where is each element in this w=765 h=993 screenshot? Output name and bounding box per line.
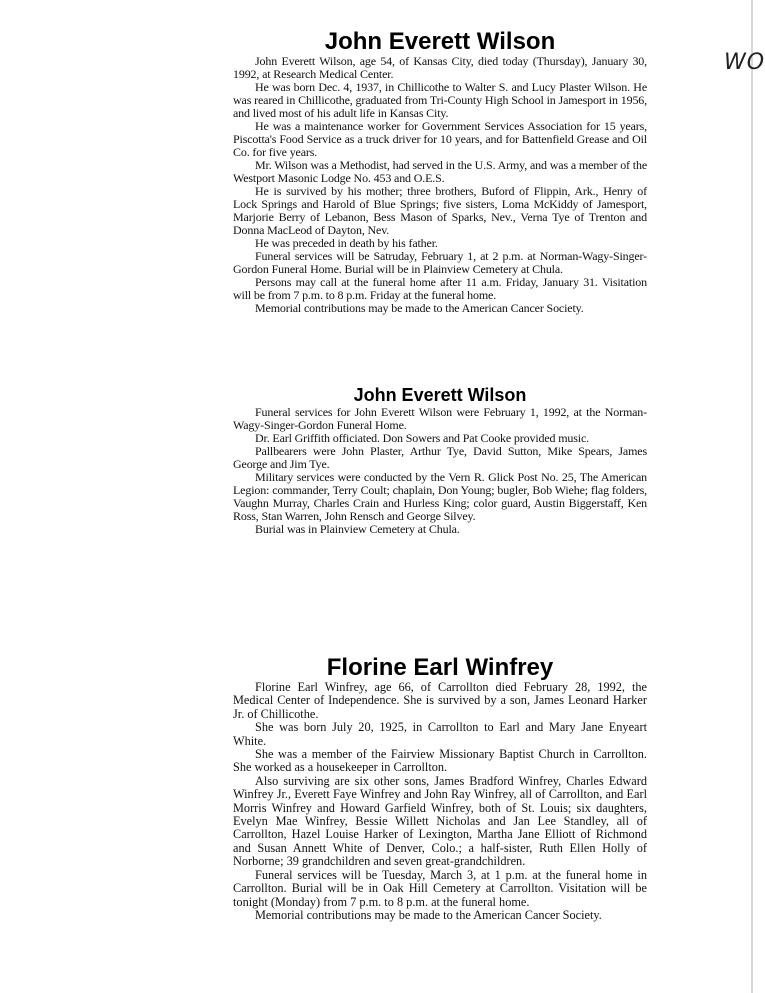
- article-paragraph: She was born July 20, 1925, in Carrollton to Earl and Mary Jane Enyeart White.: [233, 720, 647, 748]
- article-paragraph: Pallbearers were John Plaster, Arthur Tye, David Sutton, Mike Spears, James George and Jim Tye.: [233, 444, 647, 471]
- article-paragraph: Dr. Earl Griffith officiated. Don Sowers and Pat Cooke provided music.: [255, 431, 589, 445]
- article-paragraph: He is survived by his mother; three brothers, Buford of Flippin, Ark., Henry of Lock Springs and Harold of Blue Springs; five sisters, Loma McKiddy of Jamesport, Marjorie Berry of Lebanon, Bess Mason of Sparks, Nev., Verna Tye of Trenton and Donna MacLeod of Dayton, Nev.: [233, 184, 647, 237]
- article-paragraph: Memorial contributions may be made to the American Cancer Society.: [255, 301, 584, 315]
- article-paragraph: She was a member of the Fairview Missionary Baptist Church in Carrollton. She worked as a housekeeper in Carrollton.: [233, 747, 647, 775]
- article-paragraph: Persons may call at the funeral home after 11 a.m. Friday, January 31. Visitation will be from 7 p.m. to 8 p.m. Friday at the funeral home.: [233, 275, 647, 302]
- funeral-notice-john-everett-wilson: [233, 384, 647, 536]
- article-paragraph: Funeral services will be Satruday, February 1, at 2 p.m. at Norman-Wagy-Singer-Gordon Funeral Home. Burial will be in Plainview Cemetery at Chula.: [233, 249, 647, 276]
- obituary-john-everett-wilson: [233, 28, 647, 315]
- scan-edge-line: [751, 0, 753, 993]
- article-paragraph: He was a maintenance worker for Government Services Association for 15 years, Piscotta's Food Service as a truck driver for 10 years, and for Battenfield Grease and Oil Co. for five years.: [233, 119, 647, 159]
- obituary-florine-earl-winfrey: [233, 654, 647, 922]
- article-paragraph: Florine Earl Winfrey, age 66, of Carrollton died February 28, 1992, the Medical Center of Independence. She is survived by a son, James Leonard Harker Jr. of Chillicothe.: [233, 680, 647, 721]
- article-paragraph: He was born Dec. 4, 1937, in Chillicothe to Walter S. and Lucy Plaster Wilson. He was reared in Chillicothe, graduated from Tri-County High School in Jamesport in 1956, and lived most of his adult life in Kansas City.: [233, 80, 647, 120]
- article-paragraph: Funeral services for John Everett Wilson were February 1, 1992, at the Norman-Wagy-Singer-Gordon Funeral Home.: [233, 405, 647, 432]
- article-paragraph: Funeral services will be Tuesday, March 3, at 1 p.m. at the funeral home in Carrollton. Burial will be in Oak Hill Cemetery at Carrollton. Visitation will be tonight (Monday) from 7 p.m. to 8 p.m. at the funeral home.: [233, 867, 647, 909]
- article-headline: John Everett Wilson: [324, 28, 556, 55]
- article-headline: John Everett Wilson: [353, 385, 527, 405]
- article-paragraph: Mr. Wilson was a Methodist, had served in the U.S. Army, and was a member of the Westport Masonic Lodge No. 453 and O.E.S.: [233, 158, 647, 185]
- article-paragraph: Also surviving are six other sons, James Bradford Winfrey, Charles Edward Winfrey Jr., Everett Faye Winfrey and John Ray Winfrey, all of Carrollton, and Earl Morris Winfrey and Howard Garfield Winfrey, both of St. Louis; six daughters, Evelyn Mae Winfrey, Bessie Willett Nicholas and Jan Lee Standley, all of Carrollton, Hazel Louise Harker of Lexington, Martha Jane Elliott of Richmond and Susan Annett White of Denver, Colo.; a half-sister, Ruth Ellen Holly of Norborne; 39 grandchildren and seven great-grandchildren.: [233, 773, 647, 869]
- article-paragraph: Memorial contributions may be made to the American Cancer Society.: [255, 907, 602, 922]
- handwritten-margin-note: WO: [724, 50, 765, 75]
- article-headline: Florine Earl Winfrey: [326, 654, 554, 681]
- article-paragraph: He was preceded in death by his father.: [255, 236, 438, 250]
- article-paragraph: Burial was in Plainview Cemetery at Chula.: [255, 522, 460, 536]
- article-paragraph: Military services were conducted by the Vern R. Glick Post No. 25, The American Legion: commander, Terry Coult; chaplain, Don Young; bugler, Bob Wiehe; flag folders, Vaughn Murray, Charles Crain and Hurless King; color guard, Austin Biggerstaff, Ken Ross, Stan Warren, John Rensch and George Silvey.: [233, 470, 647, 523]
- article-paragraph: John Everett Wilson, age 54, of Kansas City, died today (Thursday), January 30, 1992, at Research Medical Center.: [233, 54, 647, 81]
